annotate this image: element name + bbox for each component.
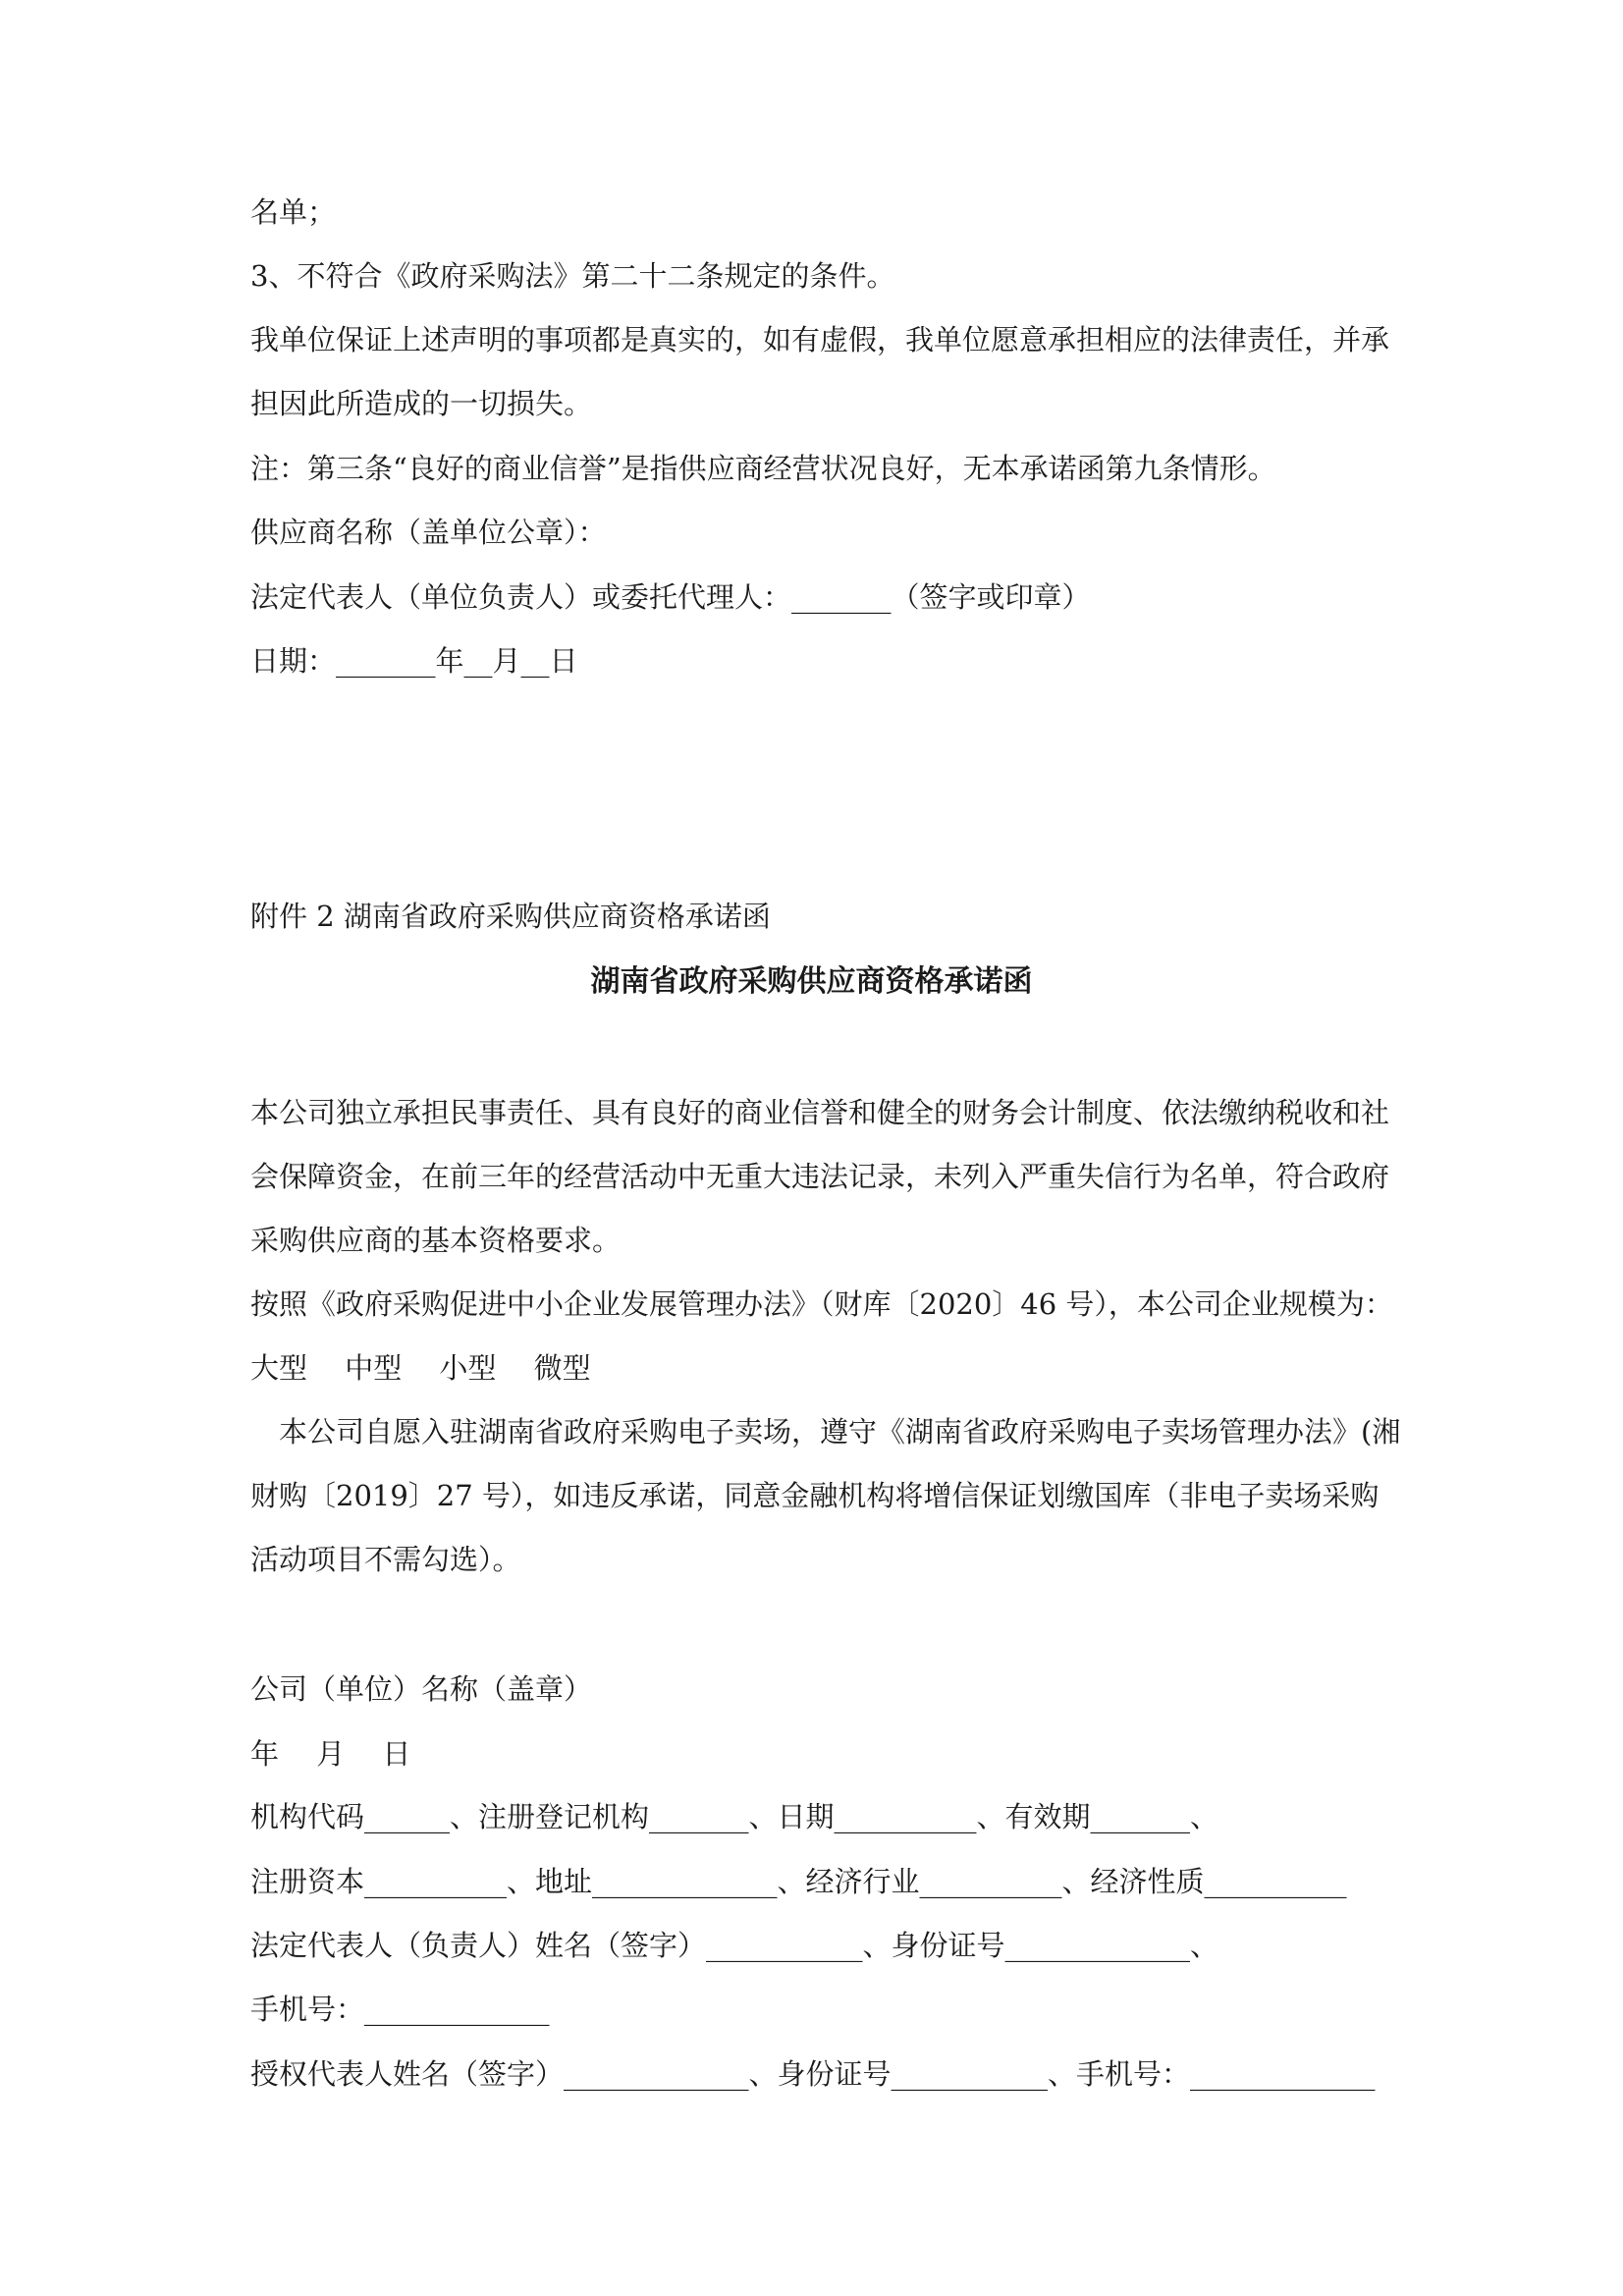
text-line: 本公司自愿入驻湖南省政府采购电子卖场，遵守《湖南省政府采购电子卖场管理办法》(湘 bbox=[250, 1415, 1401, 1449]
supplier-name-line: 供应商名称（盖单位公章）： bbox=[250, 516, 607, 549]
text-line: 本公司独立承担民事责任、具有良好的商业信誉和健全的财务会计制度、依法缴纳税收和社 bbox=[250, 1096, 1390, 1129]
text-line: 采购供应商的基本资格要求。 bbox=[250, 1224, 622, 1257]
text-line: 我单位保证上述声明的事项都是真实的，如有虚假，我单位愿意承担相应的法律责任，并承 bbox=[250, 323, 1390, 356]
representative-line: 法定代表人（单位负责人）或委托代理人：_______（签字或印章） bbox=[250, 580, 1091, 614]
form-line: 手机号：_____________ bbox=[250, 1993, 550, 2026]
ymd-line: 年 月 日 bbox=[250, 1737, 411, 1771]
date-line: 日期：_______年__月__日 bbox=[250, 644, 578, 678]
company-name-line: 公司（单位）名称（盖章） bbox=[250, 1672, 593, 1706]
text-line: 活动项目不需勾选）。 bbox=[250, 1543, 521, 1576]
text-line: 按照《政府采购促进中小企业发展管理办法》（财库〔2020〕46 号），本公司企业规模为： bbox=[250, 1287, 1393, 1321]
text-line: 财购〔2019〕27 号），如违反承诺，同意金融机构将增信保证划缴国库（非电子卖场采购 bbox=[250, 1479, 1380, 1512]
text-line: 名单； bbox=[250, 195, 337, 229]
text-line: 担因此所造成的一切损失。 bbox=[250, 387, 593, 420]
document-title: 湖南省政府采购供应商资格承诺函 bbox=[590, 964, 1033, 999]
form-line: 注册资本__________、地址_____________、经济行业__________、经济性质__________ bbox=[250, 1865, 1347, 1898]
text-line: 会保障资金，在前三年的经营活动中无重大违法记录，未列入严重失信行为名单，符合政府 bbox=[250, 1160, 1390, 1193]
text-line: 3、不符合《政府采购法》第二十二条规定的条件。 bbox=[250, 259, 895, 293]
form-line: 机构代码______、注册登记机构_______、日期__________、有效期_______、 bbox=[250, 1800, 1219, 1833]
note-line: 注：第三条“良好的商业信誉”是指供应商经营状况良好，无本承诺函第九条情形。 bbox=[250, 452, 1276, 485]
form-line: 法定代表人（负责人）姓名（签字）___________、身份证号_____________、 bbox=[250, 1929, 1219, 1962]
attachment-label: 附件 2 湖南省政府采购供应商资格承诺函 bbox=[250, 900, 771, 933]
scale-options-line: 大型 中型 小型 微型 bbox=[250, 1351, 591, 1385]
form-line: 授权代表人姓名（签字）_____________、身份证号___________、手机号：_____________ bbox=[250, 2057, 1376, 2091]
